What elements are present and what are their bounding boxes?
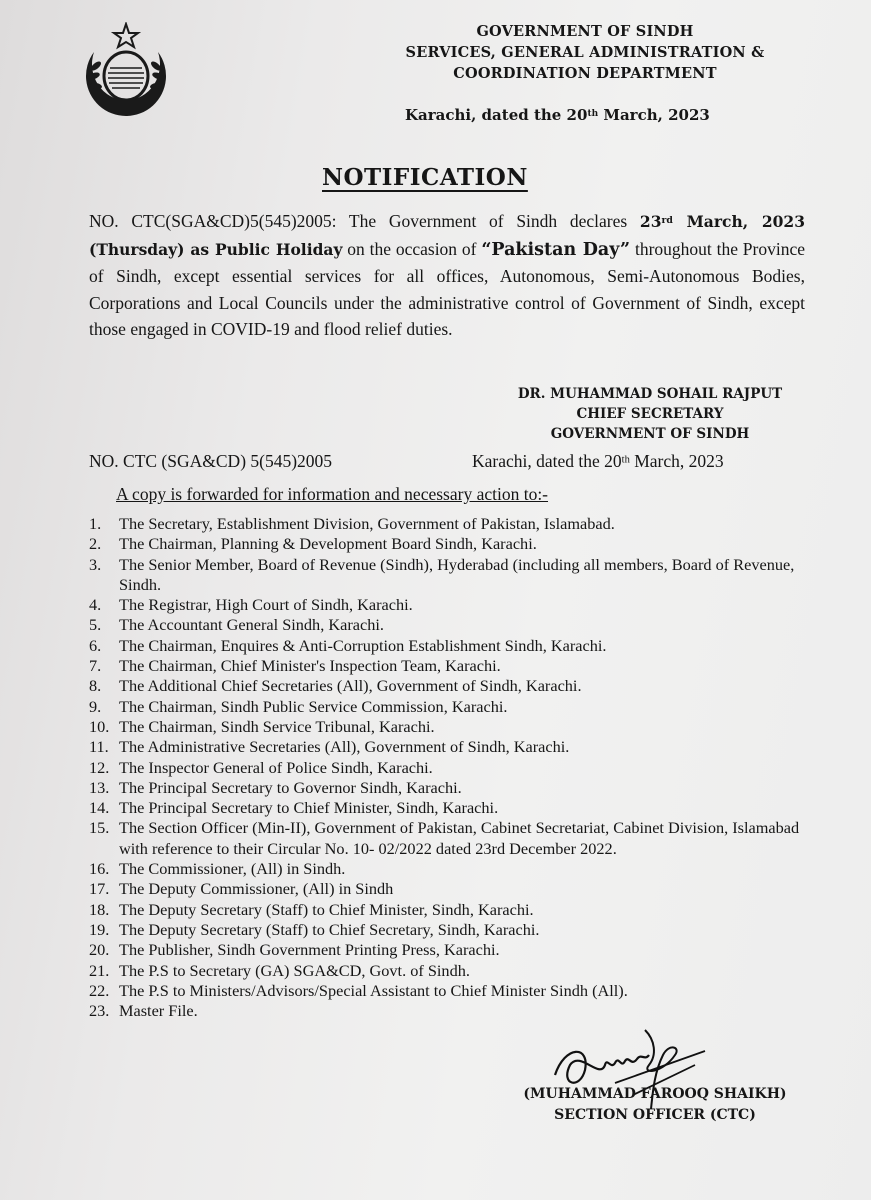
recipient-number: 8. (89, 676, 102, 696)
copy-forward-heading: A copy is forwarded for information and necessary action to:- (116, 484, 549, 504)
recipient-number: 7. (89, 656, 102, 676)
recipient-number: 17. (89, 879, 110, 899)
recipient-text: The Inspector General of Police Sindh, Karachi. (119, 757, 433, 777)
recipient-text: The Additional Chief Secretaries (All), Government of Sindh, Karachi. (119, 676, 582, 696)
recipient-item (89, 676, 829, 696)
recipient-text: The Chairman, Chief Minister's Inspection Team, Karachi. (119, 656, 501, 676)
recipient-text: The Senior Member, Board of Revenue (Sindh), Hyderabad (including all members, Board of Revenue, Sindh. (119, 554, 795, 594)
recipient-number: 16. (89, 859, 110, 879)
recipient-number: 4. (89, 595, 102, 615)
recipient-number: 22. (89, 980, 110, 1000)
chief-secretary-office: GOVERNMENT OF SINDH (550, 426, 750, 442)
recipient-text: The Deputy Secretary (Staff) to Chief Secretary, Sindh, Karachi. (119, 919, 540, 939)
recipient-item (89, 798, 829, 818)
chief-secretary-designation: CHIEF SECRETARY (576, 406, 724, 422)
recipient-item (89, 615, 829, 635)
recipient-number: 15. (89, 818, 110, 838)
recipient-text: The Deputy Secretary (Staff) to Chief Minister, Sindh, Karachi. (119, 899, 534, 919)
recipient-text: The Publisher, Sindh Government Printing Press, Karachi. (119, 940, 500, 960)
holiday-date: 23rd March, 2023 (Thursday) as Public Holiday (89, 212, 805, 259)
recipient-item (89, 534, 829, 554)
recipient-number: 19. (89, 919, 110, 939)
recipient-text: The Registrar, High Court of Sindh, Karachi. (119, 595, 413, 615)
recipient-item (89, 555, 829, 596)
recipient-text: The Commissioner, (All) in Sindh. (119, 859, 346, 879)
recipient-item (89, 940, 829, 960)
recipient-number: 9. (89, 696, 102, 716)
header-date: Karachi, dated the 20th March, 2023 (405, 106, 710, 124)
recipient-number: 13. (89, 777, 110, 797)
reference-date: Karachi, dated the 20th March, 2023 (472, 451, 724, 471)
chief-secretary-name: DR. MUHAMMAD SOHAIL RAJPUT (517, 386, 783, 402)
recipient-number: 21. (89, 960, 110, 980)
recipient-text: The Chairman, Sindh Public Service Commission, Karachi. (119, 696, 508, 716)
recipient-text: The Accountant General Sindh, Karachi. (119, 615, 384, 635)
recipient-text: The P.S to Ministers/Advisors/Special Assistant to Chief Minister Sindh (All). (119, 980, 628, 1000)
recipient-item (89, 717, 829, 737)
recipient-list (89, 514, 829, 1021)
recipient-number: 10. (89, 716, 110, 736)
header-government: GOVERNMENT OF SINDH (476, 23, 694, 40)
recipient-number: 3. (89, 554, 102, 574)
section-officer-designation: SECTION OFFICER (CTC) (554, 1107, 756, 1123)
reference-number: NO. CTC (SGA&CD) 5(545)2005 (89, 451, 333, 471)
section-officer-name: (MUHAMMAD FAROOQ SHAIKH) (523, 1086, 787, 1102)
recipient-number: 6. (89, 635, 102, 655)
recipient-item (89, 981, 829, 1001)
recipient-number: 20. (89, 940, 110, 960)
recipient-number: 2. (89, 534, 102, 554)
recipient-text: The Deputy Commissioner, (All) in Sindh (119, 879, 394, 899)
chief-secretary-block (470, 384, 830, 444)
recipient-item (89, 697, 829, 717)
recipient-number: 1. (89, 514, 102, 533)
recipient-text: The Principal Secretary to Chief Minister, Sindh, Karachi. (119, 798, 499, 818)
recipient-text: The Principal Secretary to Governor Sindh, Karachi. (119, 777, 462, 797)
recipient-text: Master File. (119, 1001, 198, 1021)
recipient-number: 11. (89, 737, 109, 757)
occasion-name: “Pakistan Day” (481, 239, 631, 260)
recipient-item (89, 920, 829, 940)
recipient-item (89, 514, 829, 534)
recipient-item (89, 758, 829, 778)
recipient-text: The Section Officer (Min-II), Government of Pakistan, Cabinet Secretariat, Cabinet Division, Islamabad with reference to their Circular No. 10- 02/2022 dated 23rd December 2022. (119, 818, 800, 858)
recipient-number: 14. (89, 798, 110, 818)
recipient-item (89, 595, 829, 615)
recipient-text: The Chairman, Sindh Service Tribunal, Karachi. (119, 716, 435, 736)
recipient-item (89, 961, 829, 981)
recipient-number: 23. (89, 1001, 110, 1021)
government-seal-icon (72, 22, 180, 122)
recipient-number: 5. (89, 615, 102, 635)
recipient-text: The Administrative Secretaries (All), Government of Sindh, Karachi. (119, 737, 570, 757)
recipient-item (89, 636, 829, 656)
notification-body: NO. CTC(SGA&CD)5(545)2005: The Government of Sindh declares 23rd March, 2023 (Thursday) as Public Holiday on the occasion of “Pakistan Day” throughout the Province of Sindh, except essential services for all offices, Autonomous, Semi-Autonomous Bodies, Corporations and Local Councils under the administrative control of Government of Sindh, except those engaged in COVID-19 and flood relief duties. (89, 211, 806, 339)
recipient-number: 18. (89, 899, 110, 919)
recipient-number: 12. (89, 757, 110, 777)
recipient-item (89, 778, 829, 798)
recipient-text: The P.S to Secretary (GA) SGA&CD, Govt. of Sindh. (119, 960, 470, 980)
section-officer-block (505, 1084, 805, 1126)
document-title: NOTIFICATION (322, 164, 528, 191)
recipient-item (89, 656, 829, 676)
recipient-item (89, 859, 829, 879)
recipient-item (89, 818, 829, 859)
recipient-text: The Secretary, Establishment Division, Government of Pakistan, Islamabad. (119, 514, 615, 533)
header-department-cont: COORDINATION DEPARTMENT (453, 65, 717, 82)
recipient-item (89, 737, 829, 757)
recipient-text: The Chairman, Enquires & Anti-Corruption Establishment Sindh, Karachi. (119, 635, 607, 655)
recipient-item (89, 1001, 829, 1021)
recipient-item (89, 900, 829, 920)
recipient-item (89, 879, 829, 899)
header-department: SERVICES, GENERAL ADMINISTRATION & (405, 44, 765, 61)
recipient-text: The Chairman, Planning & Development Board Sindh, Karachi. (119, 534, 537, 554)
